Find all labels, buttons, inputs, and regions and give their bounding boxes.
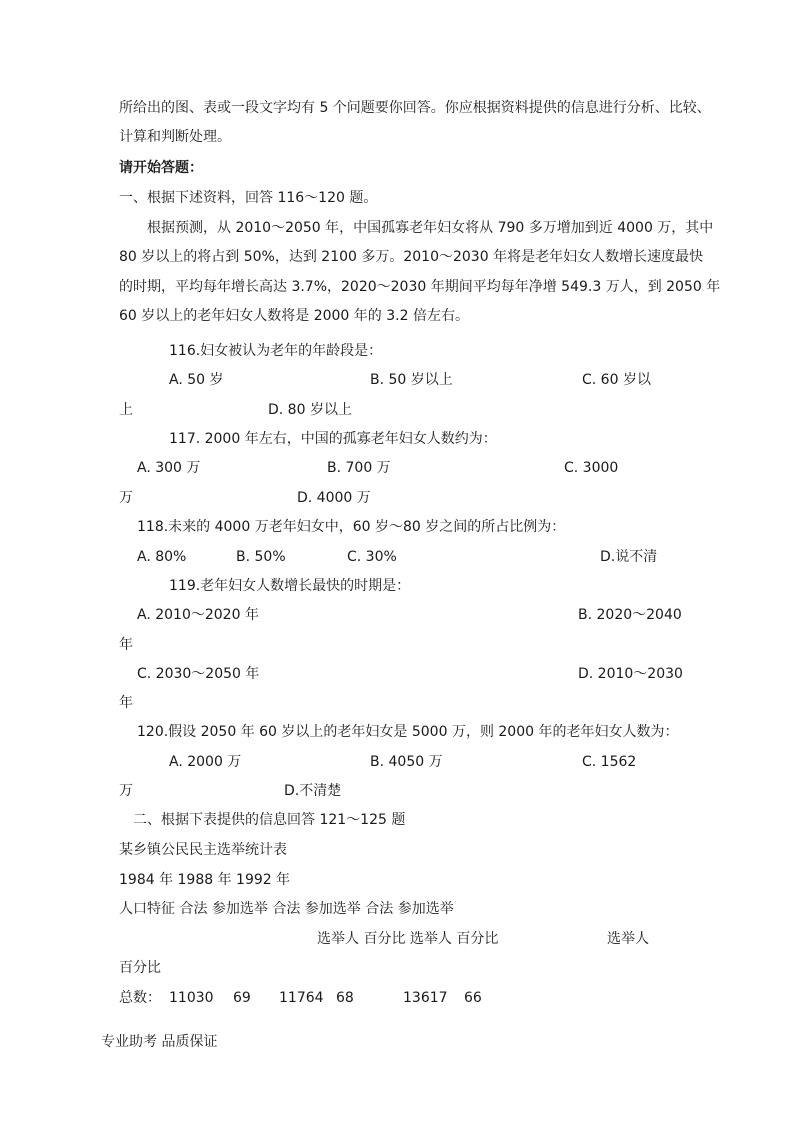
passage-line-3: 的时期，平均每年增长高达 3.7%，2020～2030 年期间平均每年净增 549.3 万人，到 2050 年 <box>119 279 721 295</box>
total-value-1992-voters: 13617 <box>403 990 448 1006</box>
q118-option-d: D.说不清 <box>600 549 658 565</box>
q120-option-c-cont: 万 <box>119 783 133 799</box>
page-footer: 专业助考 品质保证 <box>101 1034 218 1050</box>
q119-option-b: B. 2020～2040 <box>578 607 682 623</box>
q117-option-c-cont: 万 <box>119 490 133 506</box>
total-label: 总数： <box>119 990 161 1006</box>
q116-option-c-cont: 上 <box>119 402 133 418</box>
table-header-row-1: 人口特征 合法 参加选举 合法 参加选举 合法 参加选举 <box>119 901 454 917</box>
total-value-1988-percent: 68 <box>336 990 354 1006</box>
q116-option-d: D. 80 岁以上 <box>268 402 352 418</box>
q117-option-d: D. 4000 万 <box>297 490 371 506</box>
q117-option-b: B. 700 万 <box>327 460 391 476</box>
q116-option-a: A. 50 岁 <box>169 372 224 388</box>
intro-line-2: 计算和判断处理。 <box>119 129 231 145</box>
q117-option-c: C. 3000 <box>564 460 619 476</box>
q118-option-a: A. 80% <box>137 549 187 565</box>
q117-option-a: A. 300 万 <box>137 460 201 476</box>
q119-option-c: C. 2030～2050 年 <box>137 666 260 682</box>
q116-stem: 116.妇女被认为老年的年龄段是： <box>169 343 383 359</box>
q118-option-b: B. 50% <box>236 549 286 565</box>
q120-option-a: A. 2000 万 <box>169 754 242 770</box>
q116-option-c: C. 60 岁以 <box>582 372 651 388</box>
total-value-1988-voters: 11764 <box>279 990 324 1006</box>
q120-stem: 120.假设 2050 年 60 岁以上的老年妇女是 5000 万，则 2000 年的老年妇女人数为： <box>137 724 679 740</box>
q119-option-d-cont: 年 <box>119 695 133 711</box>
q116-option-b: B. 50 岁以上 <box>370 372 453 388</box>
start-heading: 请开始答题： <box>119 160 203 176</box>
q118-option-c: C. 30% <box>347 549 397 565</box>
section2-heading: 二、根据下表提供的信息回答 121～125 题 <box>133 812 406 828</box>
q120-option-b: B. 4050 万 <box>370 754 443 770</box>
total-value-1984-percent: 69 <box>233 990 251 1006</box>
passage-line-4: 60 岁以上的老年妇女人数将是 2000 年的 3.2 倍左右。 <box>119 308 469 324</box>
table-header-row-3: 百分比 <box>119 960 161 976</box>
table-years: 1984 年 1988 年 1992 年 <box>119 872 291 888</box>
q119-option-b-cont: 年 <box>119 637 133 653</box>
passage-line-2: 80 岁以上的将占到 50%，达到 2100 多万。2010～2030 年将是老年妇女人数增长速度最快 <box>119 249 704 265</box>
q120-option-c: C. 1562 <box>582 754 637 770</box>
passage-line-1: 根据预测，从 2010～2050 年，中国孤寡老年妇女将从 790 多万增加到近 4000 万，其中 <box>147 220 714 236</box>
q117-stem: 117. 2000 年左右，中国的孤寡老年妇女人数约为： <box>169 431 497 447</box>
q119-option-a: A. 2010～2020 年 <box>137 607 259 623</box>
q120-option-d: D.不清楚 <box>284 783 342 799</box>
q119-option-d: D. 2010～2030 <box>578 666 683 682</box>
section1-heading: 一、根据下述资料，回答 116～120 题。 <box>119 190 378 206</box>
total-value-1984-voters: 11030 <box>169 990 214 1006</box>
q118-stem: 118.未来的 4000 万老年妇女中，60 岁～80 岁之间的所占比例为： <box>137 519 566 535</box>
intro-line-1: 所给出的图、表或一段文字均有 5 个问题要你回答。你应根据资料提供的信息进行分析、比较、 <box>119 100 711 116</box>
table-title: 某乡镇公民民主选举统计表 <box>119 842 287 858</box>
total-value-1992-percent: 66 <box>464 990 482 1006</box>
table-header-row-2: 选举人 百分比 选举人 百分比 <box>317 931 499 947</box>
q119-stem: 119.老年妇女人数增长最快的时期是： <box>169 578 411 594</box>
table-header-row-2-right: 选举人 <box>607 931 649 947</box>
